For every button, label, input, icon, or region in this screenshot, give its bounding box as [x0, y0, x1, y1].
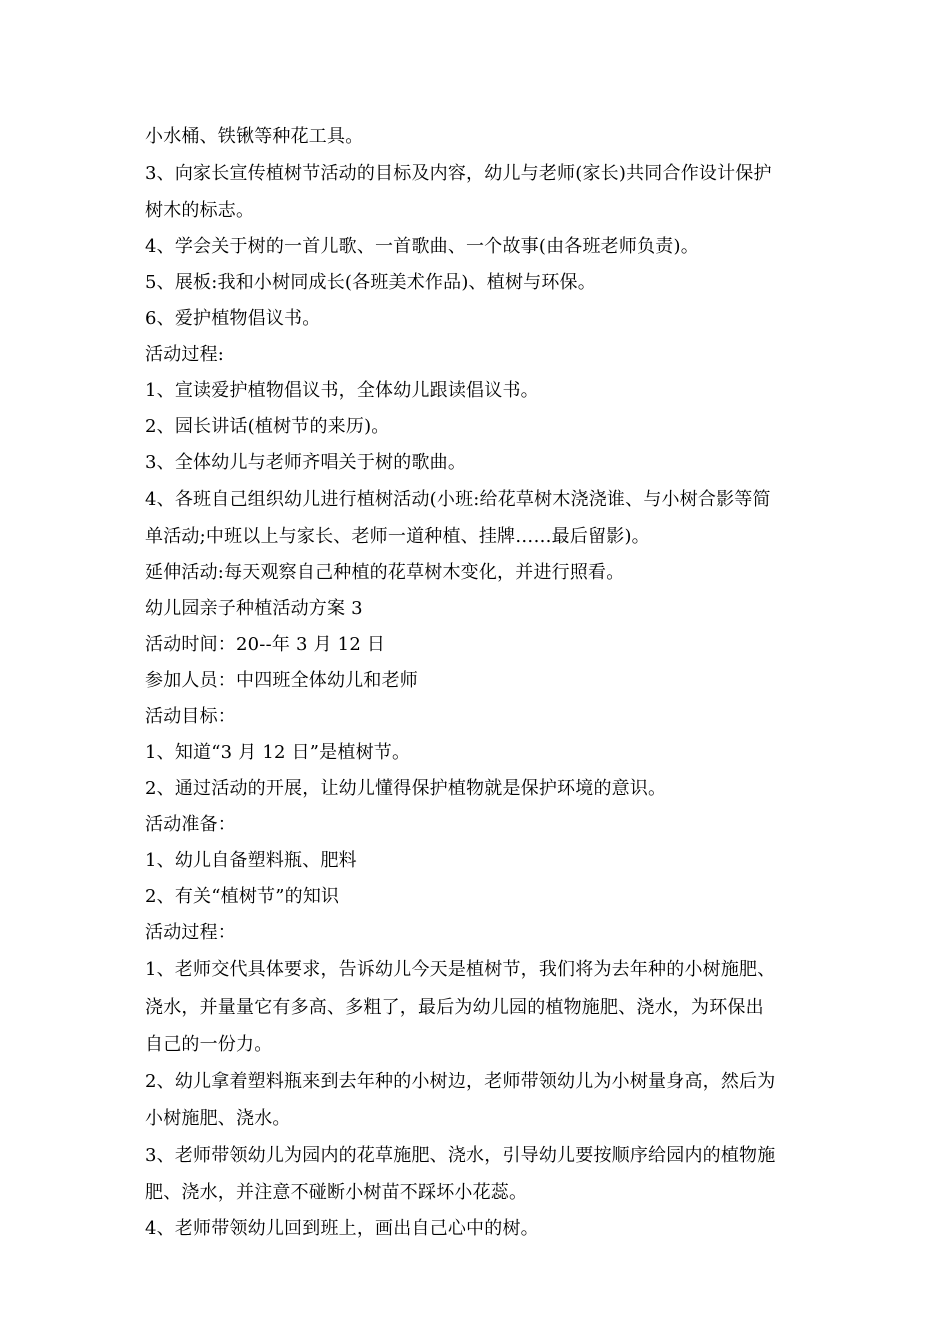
text-line: 3、全体幼儿与老师齐唱关于树的歌曲。: [145, 452, 467, 473]
section-heading: 活动过程:: [145, 344, 225, 365]
text-line: 2、幼儿拿着塑料瓶来到去年种的小树边，老师带领幼儿为小树量身高，然后为: [145, 1071, 776, 1092]
text-line: 单活动;中班以上与家长、老师一道种植、挂牌……最后留影)。: [145, 526, 650, 547]
text-line: 6、爱护植物倡议书。: [145, 308, 321, 329]
text-line: 延伸活动:每天观察自己种植的花草树木变化，并进行照看。: [145, 562, 625, 583]
text-line: 肥、浇水，并注意不碰断小树苗不踩坏小花蕊。: [145, 1182, 528, 1203]
text-line: 5、展板:我和小树同成长(各班美术作品)、植树与环保。: [145, 272, 596, 293]
text-line: 3、向家长宣传植树节活动的目标及内容，幼儿与老师(家长)共同合作设计保护: [145, 163, 772, 184]
section-heading: 活动准备：: [145, 814, 236, 835]
text-line: 浇水，并量量它有多高、多粗了，最后为幼儿园的植物施肥、浇水，为环保出: [145, 997, 764, 1018]
text-line: 4、各班自己组织幼儿进行植树活动(小班:给花草树木浇浇谁、与小树合影等简: [145, 489, 771, 510]
text-line: 小水桶、铁锹等种花工具。: [145, 126, 364, 147]
text-line: 2、有关“植树节”的知识: [145, 886, 340, 907]
plan-title: 幼儿园亲子种植活动方案 3: [145, 598, 363, 619]
text-line: 1、幼儿自备塑料瓶、肥料: [145, 850, 357, 871]
text-line: 1、老师交代具体要求，告诉幼儿今天是植树节，我们将为去年种的小树施肥、: [145, 959, 776, 980]
text-line: 小树施肥、浇水。: [145, 1108, 291, 1129]
text-line: 活动时间：20--年 3 月 12 日: [145, 634, 386, 655]
text-line: 自己的一份力。: [145, 1034, 273, 1055]
text-line: 2、园长讲话(植树节的来历)。: [145, 416, 390, 437]
text-line: 2、通过活动的开展，让幼儿懂得保护植物就是保护环境的意识。: [145, 778, 667, 799]
section-heading: 活动目标：: [145, 706, 236, 727]
text-line: 1、知道“3 月 12 日”是植树节。: [145, 742, 411, 763]
text-line: 参加人员：中四班全体幼儿和老师: [145, 670, 418, 691]
section-heading: 活动过程：: [145, 922, 236, 943]
document-body: [145, 119, 810, 1247]
text-line: 3、老师带领幼儿为园内的花草施肥、浇水，引导幼儿要按顺序给园内的植物施: [145, 1145, 776, 1166]
text-line: 4、老师带领幼儿回到班上，画出自己心中的树。: [145, 1218, 539, 1239]
text-line: 4、学会关于树的一首儿歌、一首歌曲、一个故事(由各班老师负责)。: [145, 236, 699, 257]
text-line: 树木的标志。: [145, 200, 255, 221]
text-line: 1、宣读爱护植物倡议书，全体幼儿跟读倡议书。: [145, 380, 539, 401]
